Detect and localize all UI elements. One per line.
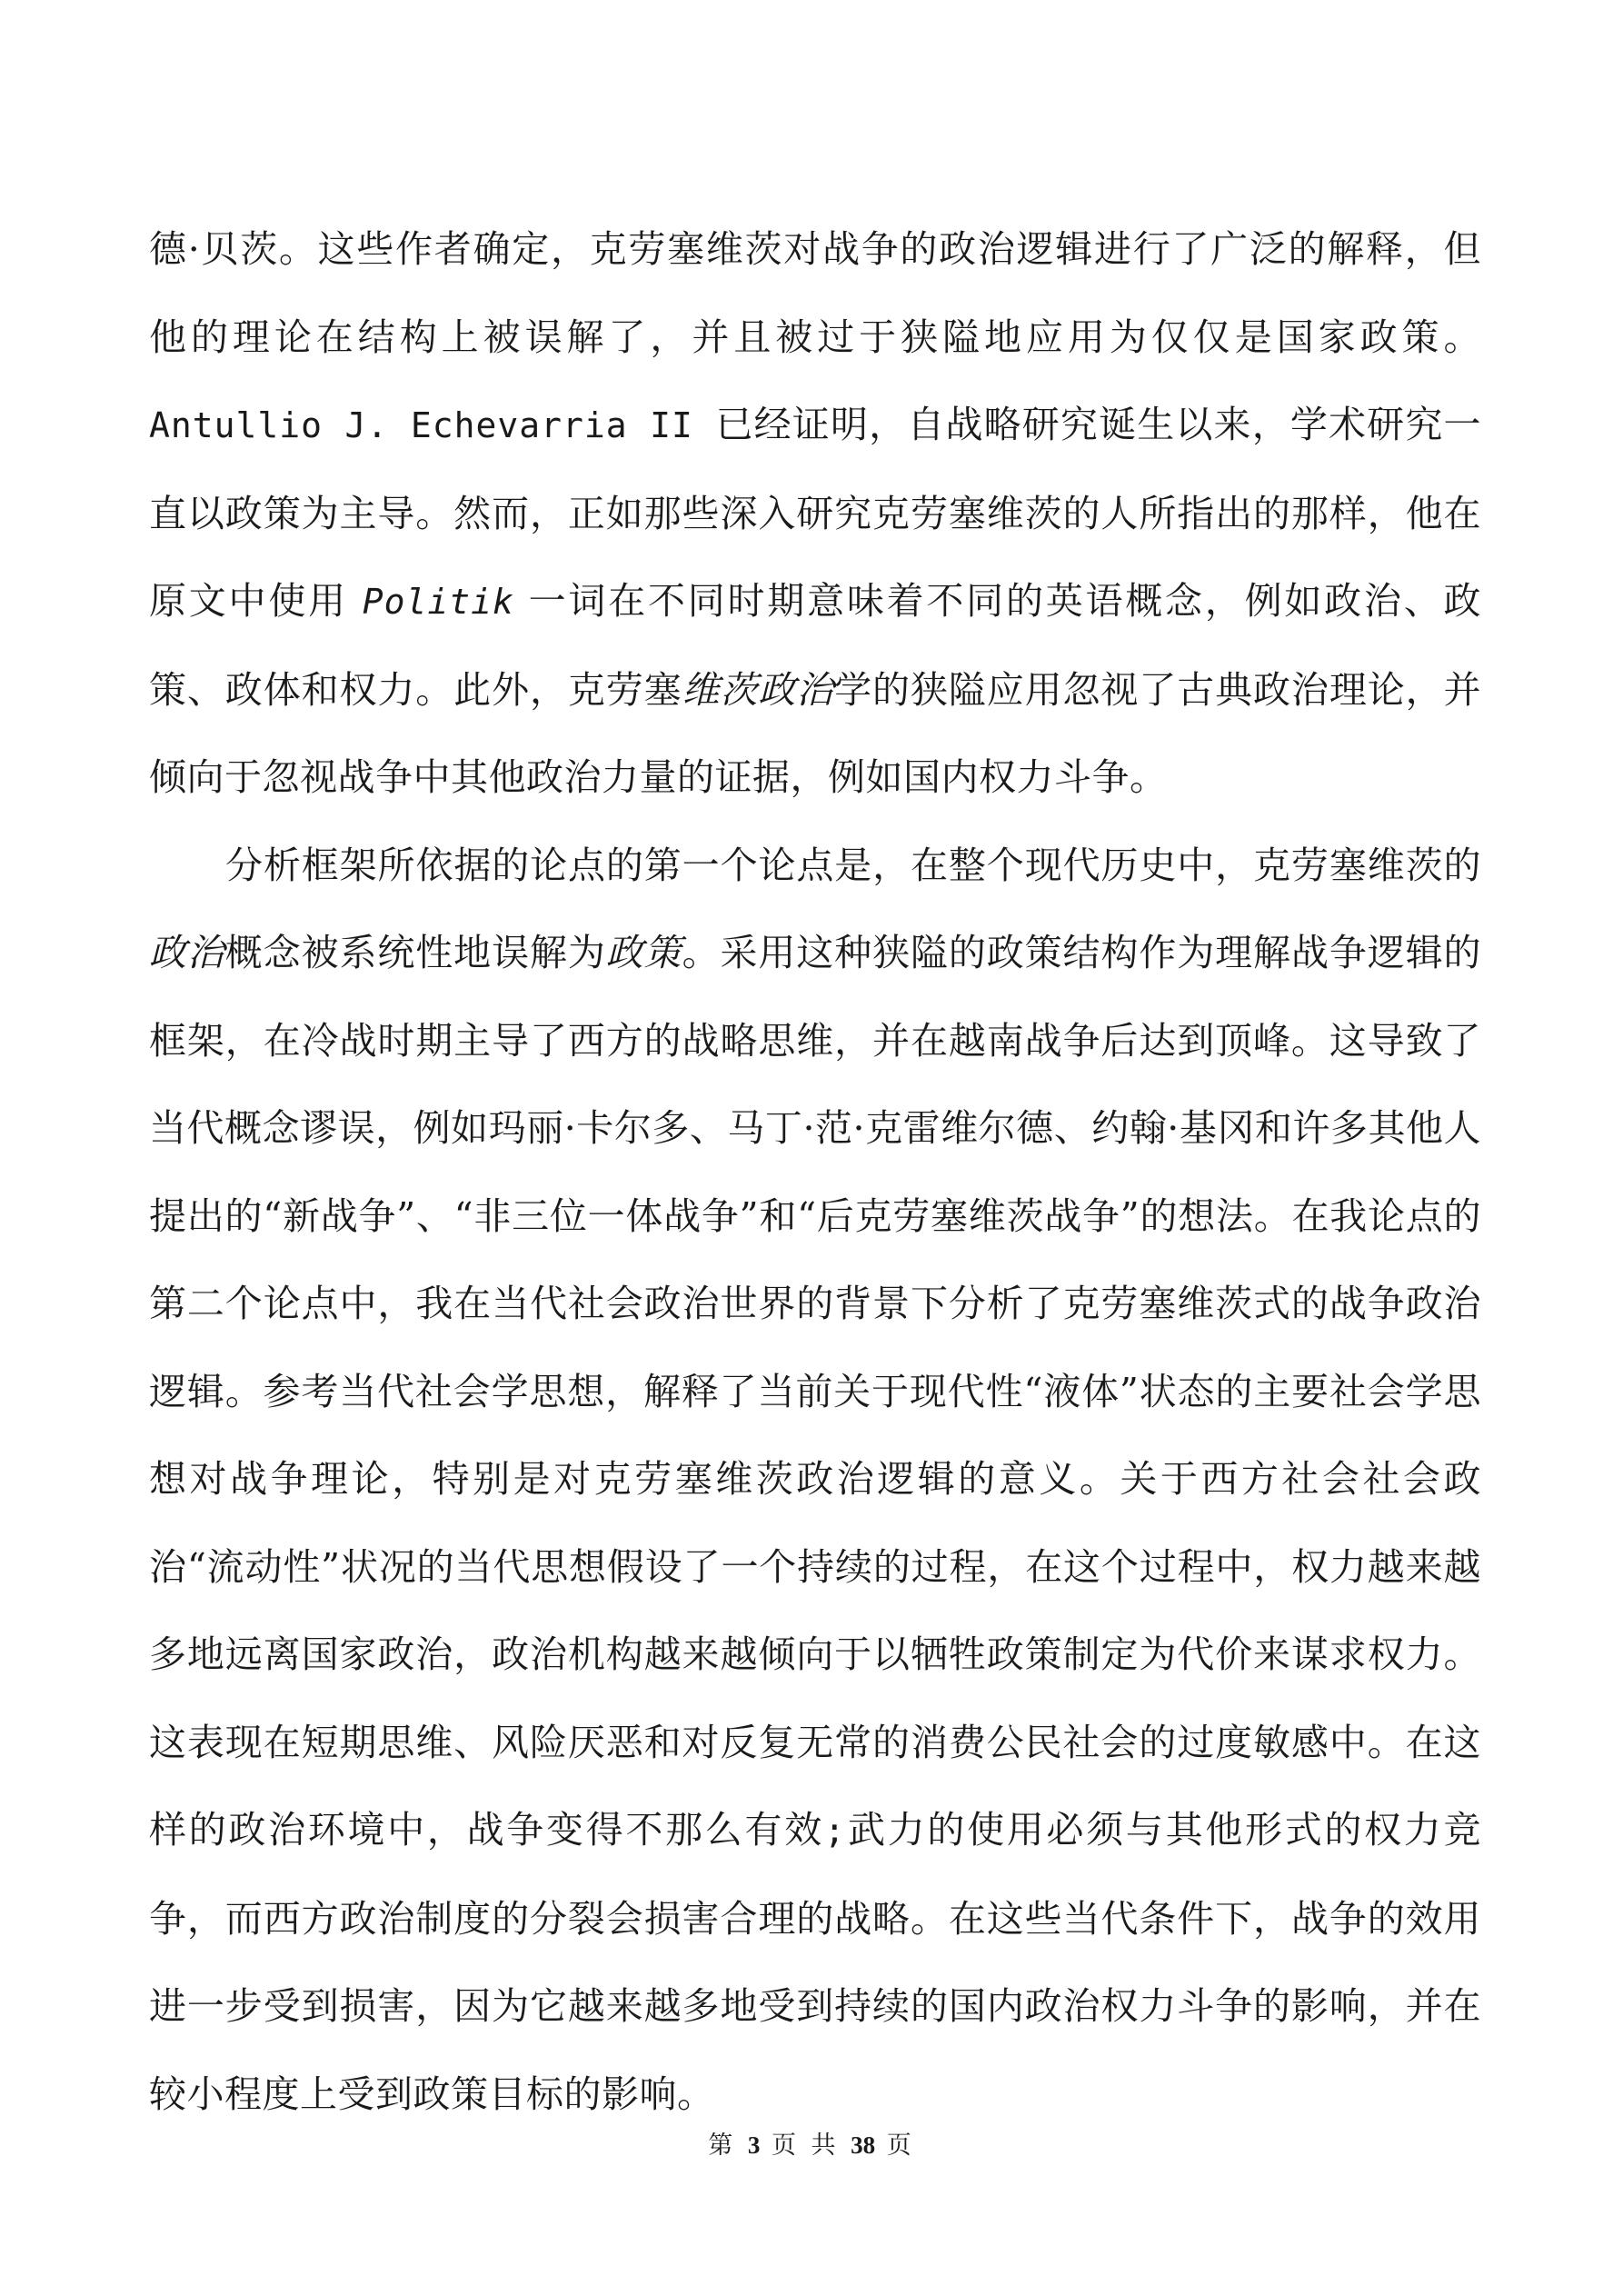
paragraph-2 (149, 822, 1481, 2139)
text-run: 武力的使用必须与其他形式的权力竞争，而西方政治制度的分裂会损害合理的战略。在这些当代条件下，战争的效用进一步受到损害，因为它越来越多地受到持续的国内政治权力斗争的影响，并在较小程度上受到政策目标的影响。 (149, 1808, 1481, 2116)
current-page-number: 3 (747, 2131, 761, 2159)
text-run: 已经证明，自战略研究诞生以来，学术研究一直以政策为主导。然而，正如那些深入研究克劳塞维茨的人所指出的那样，他在原文中使用 (149, 403, 1481, 623)
total-page-count: 38 (851, 2131, 876, 2159)
footer-middle: 页 共 (760, 2131, 851, 2160)
text-run: Antullio J. Echevarria II (149, 405, 716, 445)
text-run: 概念被系统性地误解为 (224, 931, 606, 974)
text-run: Politik (362, 582, 514, 622)
text-run: 政策 (605, 931, 682, 974)
text-run: ; (823, 1811, 846, 1851)
text-run: 学的狭隘应用忽视了古典政治理论，并倾向于忽视战争中其他政治力量的证据，例如国内权力斗争。 (149, 667, 1482, 799)
text-run: 政治 (149, 931, 225, 974)
paragraph-1 (149, 205, 1481, 822)
footer-suffix: 页 (875, 2131, 915, 2160)
footer-prefix: 第 (708, 2131, 748, 2160)
document-body (149, 205, 1481, 2138)
text-run: 德·贝茨。这些作者确定，克劳塞维茨对战争的政治逻辑进行了广泛的解释，但他的理论在结构上被误解了，并且被过于狭隘地应用为仅仅是国家政策。 (149, 227, 1481, 359)
text-run: 维茨政治 (682, 667, 835, 712)
text-run: 。采用这种狭隘的政策结构作为理解战争逻辑的框架，在冷战时期主导了西方的战略思维，并在越南战争后达到顶峰。这导致了当代概念谬误，例如玛丽·卡尔多、马丁·范·克雷维尔德、约翰·基冈和许多其他人提出的“新战争”、“非三位一体战争”和“后克劳塞维茨战争”的想法。在我论点的第二个论点中，我在当代社会政治世界的背景下分析了克劳塞维茨式的战争政治逻辑。参考当代社会学思想，解释了当前关于现代性“液体”状态的主要社会学思想对战争理论，特别是对克劳塞维茨政治逻辑的意义。关于西方社会社会政治“流动性”状况的当代思想假设了一个持续的过程，在这个过程中，权力越来越多地远离国家政治，政治机构越来越倾向于以牺牲政策制定为代价来谋求权力。这表现在短期思维、风险厌恶和对反复无常的消费公民社会的过度敏感中。在这样的政治环境中，战争变得不那么有效 (149, 931, 1482, 1852)
text-run: 分析框架所依据的论点的第一个论点是，在整个现代历史中，克劳塞维茨的 (225, 843, 1481, 887)
text-run: 一词在不同时期意味着不同的英语概念，例如政治、政策、政体和权力。此外，克劳塞 (149, 579, 1481, 712)
page-footer (0, 2125, 1623, 2161)
